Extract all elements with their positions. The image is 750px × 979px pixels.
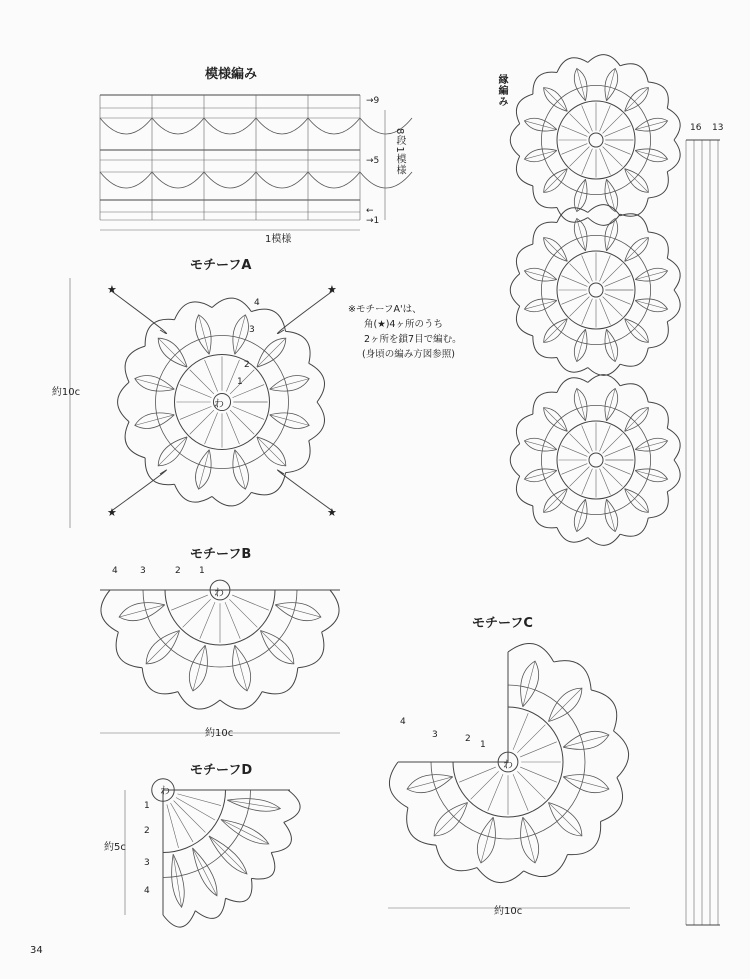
motif-a-size-label: 約10c	[51, 387, 81, 398]
motif-b-petal	[119, 603, 165, 621]
motif-c-petal	[407, 775, 453, 793]
edging-flower-chain-loop	[533, 506, 557, 528]
pattern-fan	[152, 118, 204, 134]
edging-flower-chain-loop	[516, 414, 532, 444]
edging-flower-petal	[574, 179, 587, 211]
motif-b-round-1: 1	[199, 566, 205, 576]
motif-b-chain-loop	[178, 692, 220, 709]
edging-flower-chain-loop	[588, 375, 620, 386]
motif-c-edge	[398, 652, 508, 762]
motif-c-chain-loop	[524, 855, 568, 877]
motif-d-petal	[172, 854, 185, 907]
motif-a-title: モチーフA	[190, 258, 252, 273]
edging-row-13: 13	[712, 123, 724, 133]
edging-flower-petal	[605, 329, 618, 361]
motif-a-petal	[233, 450, 249, 489]
motif-a-star-icon: ★	[327, 506, 337, 519]
pattern-fan	[308, 172, 360, 188]
edging-flower-chain-loop	[510, 444, 519, 476]
edging-flower-petal	[635, 299, 667, 312]
motif-b-round-2: 2	[175, 566, 181, 576]
motif-a-chain-loop	[309, 363, 325, 402]
edging-flower-chain-loop	[667, 258, 680, 290]
motif-c-chain-loop	[407, 808, 436, 845]
motif-a-petal	[270, 376, 309, 392]
motif-c-petal-stem	[434, 802, 467, 835]
edging-flower-chain-loop	[557, 358, 588, 373]
motif-a-petal	[233, 315, 249, 354]
motif-d-title: モチーフD	[190, 763, 253, 778]
edging-flower-chain-loop	[667, 290, 680, 322]
edging-flower-chain-loop	[648, 492, 668, 518]
edging-row-16: 16	[690, 123, 702, 133]
motif-a-petal	[196, 315, 212, 354]
motif-b-petal	[233, 645, 251, 691]
pattern-fan	[204, 118, 256, 134]
motif-a-round-1: 1	[237, 377, 243, 387]
motif-a-petal	[135, 413, 174, 429]
motif-b-chain-loop	[142, 668, 178, 694]
motif-a-chain-loop	[212, 298, 251, 312]
motif-a-petal	[196, 450, 212, 489]
motif-c-petal	[477, 817, 495, 863]
pattern-fan	[256, 118, 308, 134]
motif-c-round-3: 3	[432, 730, 438, 740]
motif-a-corner-chain	[110, 470, 167, 512]
motif-d-spoke	[167, 804, 179, 847]
motif-d-petal	[227, 799, 280, 812]
motif-d-size-label: 約5c	[104, 842, 126, 853]
motif-a-corner-chain	[277, 470, 334, 512]
motif-d-petal-stem	[221, 820, 269, 844]
edging-flower-chain-loop	[588, 214, 620, 225]
motif-c-chain-loop	[601, 778, 623, 822]
motif-a-corner-chain	[277, 290, 334, 334]
pattern-title: 模様編み	[205, 67, 258, 82]
motif-a-petal	[135, 376, 174, 392]
edging-flower-chain-loop	[648, 322, 668, 348]
motif-b-chain-loop	[101, 590, 118, 632]
motif-a-round-3: 3	[249, 325, 255, 335]
motif-a-petal-stem	[257, 437, 286, 466]
note-line-3: 2ヶ所を鎖7目で編む。	[364, 334, 462, 345]
motif-d-spoke	[177, 794, 220, 806]
edging-flower-petal	[635, 118, 667, 131]
motif-d-petal-stem	[193, 848, 217, 896]
pattern-height-label: 8段1模様	[394, 128, 405, 176]
edging-flower-chain-loop	[620, 64, 648, 82]
edging-flower-chain-loop	[648, 232, 668, 258]
note-line-4: (身頃の編み方図参照)	[362, 349, 455, 360]
pattern-fan	[256, 172, 308, 188]
motif-c-center: わ	[503, 760, 513, 771]
motif-a-chain-loop	[145, 458, 174, 485]
motif-c-title: モチーフC	[472, 616, 533, 631]
motif-b-petal	[275, 603, 321, 621]
motif-b-petal-stem	[260, 630, 293, 663]
edging-flower-petal	[605, 68, 618, 100]
edging-flower-petal	[524, 149, 556, 162]
motif-a-chain-loop	[125, 346, 145, 382]
motif-c-chain-loop	[591, 690, 617, 731]
motif-a-chain-loop	[175, 302, 213, 320]
motif-a-petal-stem	[257, 338, 286, 367]
note-line-1: ※モチーフA'は、	[348, 304, 422, 315]
edging-flower-chain-loop	[516, 94, 532, 124]
motif-c-chain-loop	[477, 868, 524, 883]
edging-flower-chain-loop	[533, 336, 557, 358]
motif-b-size-label: 約10c	[205, 728, 234, 739]
edging-flower-petal	[524, 438, 556, 451]
motif-b-petal	[189, 645, 207, 691]
motif-d-petal-stem	[173, 854, 181, 907]
edging-flower-chain-loop	[588, 55, 620, 66]
motif-d-center: わ	[160, 786, 170, 797]
pattern-row-label-arrow: ←	[366, 206, 374, 216]
motif-d-round-1: 1	[144, 801, 150, 811]
motif-c-round-2: 2	[465, 734, 471, 744]
motif-a-chain-loop	[118, 382, 129, 422]
edging-flower-chain-loop	[516, 476, 532, 506]
edging-flower-petal	[605, 499, 618, 531]
edging-flower-chain-loop	[620, 214, 648, 232]
edging-flower-petal	[635, 438, 667, 451]
edging-flower-chain-loop	[667, 108, 680, 140]
motif-c-chain-loop	[614, 731, 629, 778]
pattern-fan	[100, 118, 152, 134]
edging-flower-petal	[574, 329, 587, 361]
motif-b-title: モチーフB	[190, 547, 252, 562]
edging-flower-chain-loop	[620, 348, 648, 366]
pattern-row-label-1: →1	[366, 216, 380, 226]
page-number: 34	[30, 945, 43, 956]
motif-a-corner-chain	[110, 290, 167, 334]
motif-b-round-4: 4	[112, 566, 118, 576]
motif-c-petal	[521, 661, 539, 707]
edging-flower-petal	[524, 299, 556, 312]
motif-c-size-label: 約10c	[494, 906, 523, 917]
edging-flower-chain-loop	[588, 534, 620, 545]
motif-a-star-icon: ★	[327, 283, 337, 296]
edging-flower-petal	[574, 218, 587, 250]
edging-flower-chain-loop	[510, 274, 519, 306]
motif-c-petal-stem	[548, 688, 581, 721]
motif-a-chain-loop	[175, 484, 213, 502]
motif-a-petal-stem	[158, 437, 187, 466]
motif-b-petal-stem	[146, 630, 179, 663]
motif-c-chain-loop	[436, 845, 477, 871]
motif-d-round-2: 2	[144, 826, 150, 836]
edging-flower-petal	[635, 268, 667, 281]
motif-a-chain-loop	[251, 473, 285, 495]
motif-c-round-1: 1	[480, 740, 486, 750]
edging-flower-chain-loop	[620, 198, 648, 216]
motif-d-round-3: 3	[144, 858, 150, 868]
motif-c-chain-loop	[389, 762, 407, 808]
motif-c-chain-loop	[554, 661, 591, 690]
pattern-fan	[100, 172, 152, 188]
edging-flower-chain-loop	[533, 186, 557, 208]
motif-d-chain-loop	[163, 911, 195, 927]
edging-flower-petal	[574, 499, 587, 531]
pattern-fan	[308, 118, 360, 134]
edging-flower-chain-loop	[667, 140, 680, 172]
motif-d-round-4: 4	[144, 886, 150, 896]
motif-c-petal-stem	[548, 802, 581, 835]
motif-a-round-4: 4	[254, 298, 260, 308]
note-line-2: 角(★)4ヶ所のうち	[364, 319, 443, 330]
motif-a-petal-stem	[158, 338, 187, 367]
pattern-row-label-9: →9	[366, 96, 380, 106]
motif-b-chain-loop	[220, 692, 262, 709]
edging-flower-petal	[574, 388, 587, 420]
edging-flower-chain-loop	[516, 156, 532, 186]
motif-a-chain-loop	[286, 331, 311, 363]
motif-b-round-3: 3	[140, 566, 146, 576]
edging-flower-chain-loop	[588, 205, 620, 216]
edging-flower-chain-loop	[667, 428, 680, 460]
edging-flower-chain-loop	[620, 518, 648, 536]
edging-flower-chain-loop	[557, 378, 588, 393]
motif-c-round-4: 4	[400, 717, 406, 727]
edging-flower-chain-loop	[516, 244, 532, 274]
motif-c-petal	[563, 775, 609, 793]
edging-flower-chain-loop	[557, 58, 588, 73]
motif-b-chain-loop	[116, 632, 142, 668]
motif-a-star-icon: ★	[107, 283, 117, 296]
edging-flower-chain-loop	[557, 528, 588, 543]
edging-flower-chain-loop	[667, 460, 680, 492]
motif-d-chain-loop	[226, 878, 252, 901]
motif-c-petal	[521, 817, 539, 863]
edging-flower-petal	[574, 68, 587, 100]
motif-c-chain-loop	[508, 643, 554, 661]
edging-flower-chain-loop	[648, 402, 668, 428]
pattern-width-label: 1模様	[265, 234, 292, 245]
edging-flower-center-ring	[589, 453, 603, 467]
edging-flower-chain-loop	[533, 392, 557, 414]
motif-b-chain-loop	[262, 668, 298, 694]
edging-flower-petal	[605, 388, 618, 420]
motif-b-chain-loop	[298, 632, 324, 668]
motif-a-chain-loop	[212, 492, 251, 506]
motif-d-chain-loop	[284, 790, 300, 822]
motif-d-chain-loop	[195, 898, 225, 918]
edging-flower-chain-loop	[533, 222, 557, 244]
edging-flower-chain-loop	[648, 82, 668, 108]
edging-flower-chain-loop	[620, 384, 648, 402]
edging-flower-chain-loop	[516, 306, 532, 336]
motif-a-chain-loop	[309, 402, 325, 441]
motif-c-petal	[563, 731, 609, 749]
motif-a-petal	[270, 413, 309, 429]
pattern-row-label-5: →5	[366, 156, 380, 166]
edging-flower-petal	[524, 469, 556, 482]
edging-flower-petal	[524, 268, 556, 281]
edging-flower-chain-loop	[533, 72, 557, 94]
motif-a-round-2: 2	[244, 360, 250, 370]
motif-a-chain-loop	[145, 319, 174, 346]
edging-flower-chain-loop	[648, 172, 668, 198]
motif-a-chain-loop	[286, 441, 311, 473]
edging-flower-chain-loop	[588, 364, 620, 375]
motif-a-center: わ	[214, 399, 224, 410]
motif-a-star-icon: ★	[107, 506, 117, 519]
motif-b-chain-loop	[322, 590, 339, 632]
motif-d-chain-loop	[271, 822, 291, 852]
edging-title: 縁編み	[496, 74, 507, 107]
motif-b-center: わ	[214, 588, 224, 599]
motif-d-chain-loop	[251, 853, 274, 879]
motif-d-petal-stem	[227, 800, 280, 808]
motif-a-chain-loop	[125, 422, 145, 458]
edging-flower-petal	[635, 149, 667, 162]
edging-flower-petal	[635, 469, 667, 482]
pattern-fan	[204, 172, 256, 188]
edging-flower-chain-loop	[510, 124, 519, 156]
edging-flower-center-ring	[589, 133, 603, 147]
edging-flower-petal	[524, 118, 556, 131]
motif-a-chain-loop	[251, 309, 285, 331]
motif-d-petal-stem	[209, 836, 247, 874]
pattern-fan	[152, 172, 204, 188]
edging-flower-center-ring	[589, 283, 603, 297]
